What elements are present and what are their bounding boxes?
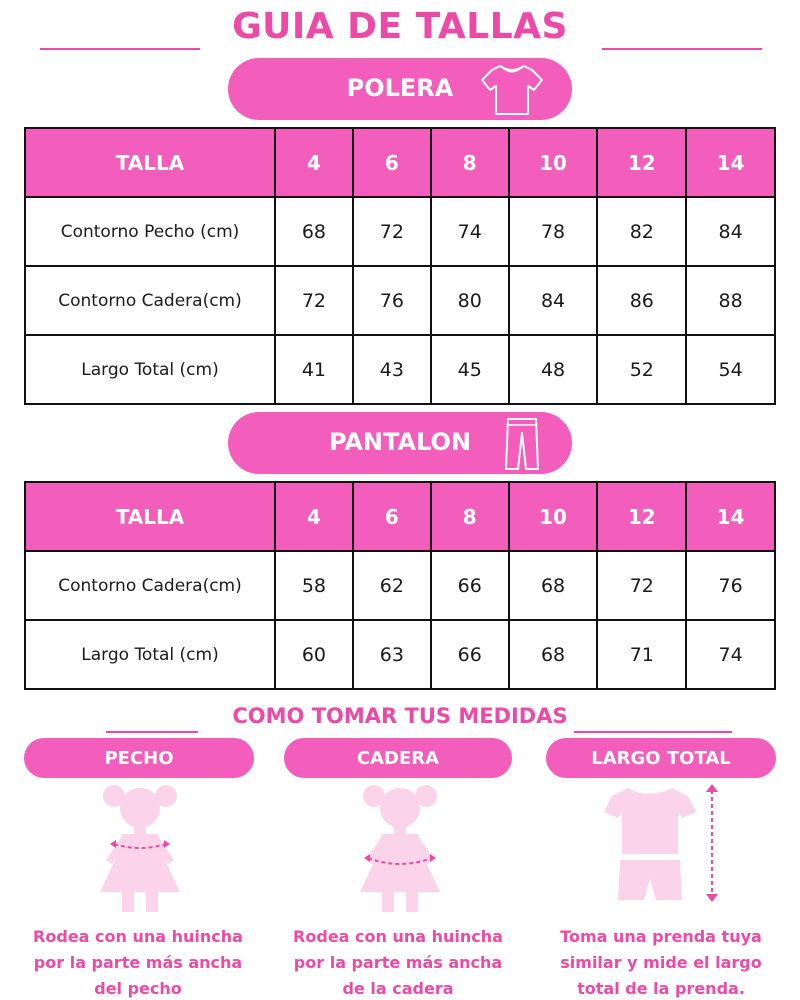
cadera-label: CADERA bbox=[356, 747, 440, 769]
tshirt-icon bbox=[480, 62, 544, 124]
table-cell: 68 bbox=[509, 551, 598, 620]
table-cell: 74 bbox=[686, 620, 775, 689]
table-cell: 72 bbox=[353, 197, 431, 266]
caption-line: por la parte más ancha bbox=[293, 953, 503, 972]
cadera-pill bbox=[284, 738, 512, 778]
caption-line: total de la prenda. bbox=[577, 979, 745, 998]
table-row bbox=[25, 266, 775, 335]
title-rule-right bbox=[602, 48, 762, 50]
pantalon-size-table bbox=[24, 481, 776, 690]
section-rule-left bbox=[106, 731, 198, 733]
table-cell: 43 bbox=[353, 335, 431, 404]
table-cell: 60 bbox=[275, 620, 353, 689]
pantalon-label: PANTALON bbox=[328, 428, 472, 456]
table-cell: 82 bbox=[597, 197, 686, 266]
girl-hip-measure-icon bbox=[352, 782, 448, 918]
page-title: GUIA DE TALLAS bbox=[232, 6, 568, 47]
row-label: Largo Total (cm) bbox=[25, 620, 275, 689]
caption-line: de la cadera bbox=[342, 979, 454, 998]
table-cell: 72 bbox=[275, 266, 353, 335]
table-cell: 62 bbox=[353, 551, 431, 620]
table-cell: 54 bbox=[686, 335, 775, 404]
row-label: Contorno Pecho (cm) bbox=[25, 197, 275, 266]
table-cell: 52 bbox=[597, 335, 686, 404]
table-cell: 74 bbox=[431, 197, 509, 266]
header-cell: 4 bbox=[275, 128, 353, 197]
header-cell: 12 bbox=[597, 128, 686, 197]
pecho-caption bbox=[14, 924, 262, 1000]
header-cell: TALLA bbox=[25, 482, 275, 551]
table-cell: 48 bbox=[509, 335, 598, 404]
row-label: Largo Total (cm) bbox=[25, 335, 275, 404]
table-header-row bbox=[25, 482, 775, 551]
pants-icon bbox=[502, 415, 542, 479]
table-header-row bbox=[25, 128, 775, 197]
header-cell: 14 bbox=[686, 128, 775, 197]
table-cell: 78 bbox=[509, 197, 598, 266]
title-block bbox=[0, 4, 800, 56]
section-rule-right bbox=[574, 731, 732, 733]
table-cell: 66 bbox=[431, 620, 509, 689]
cadera-caption bbox=[274, 924, 522, 1000]
garment-length-icon bbox=[602, 782, 732, 908]
table-row bbox=[25, 551, 775, 620]
table-cell: 41 bbox=[275, 335, 353, 404]
header-cell: 10 bbox=[509, 128, 598, 197]
section-title: COMO TOMAR TUS MEDIDAS bbox=[232, 704, 568, 728]
table-row bbox=[25, 197, 775, 266]
table-cell: 88 bbox=[686, 266, 775, 335]
table-cell: 68 bbox=[509, 620, 598, 689]
caption-line: Rodea con una huincha bbox=[33, 927, 243, 946]
polera-label: POLERA bbox=[346, 74, 454, 102]
header-cell: 12 bbox=[597, 482, 686, 551]
table-row bbox=[25, 620, 775, 689]
header-cell: 6 bbox=[353, 482, 431, 551]
pecho-label: PECHO bbox=[104, 747, 174, 769]
table-cell: 72 bbox=[597, 551, 686, 620]
table-cell: 68 bbox=[275, 197, 353, 266]
header-cell: 8 bbox=[431, 128, 509, 197]
header-cell: 6 bbox=[353, 128, 431, 197]
table-cell: 80 bbox=[431, 266, 509, 335]
caption-line: Rodea con una huincha bbox=[293, 927, 503, 946]
row-label: Contorno Cadera(cm) bbox=[25, 551, 275, 620]
header-cell: 4 bbox=[275, 482, 353, 551]
caption-line: Toma una prenda tuya bbox=[560, 927, 762, 946]
table-cell: 76 bbox=[353, 266, 431, 335]
header-cell: 10 bbox=[509, 482, 598, 551]
caption-line: del pecho bbox=[94, 979, 182, 998]
table-row bbox=[25, 335, 775, 404]
title-rule-left bbox=[40, 48, 200, 50]
measure-section-title bbox=[0, 700, 800, 736]
largo-total-label: LARGO TOTAL bbox=[591, 747, 731, 769]
table-cell: 58 bbox=[275, 551, 353, 620]
table-cell: 66 bbox=[431, 551, 509, 620]
table-cell: 63 bbox=[353, 620, 431, 689]
table-cell: 86 bbox=[597, 266, 686, 335]
largo-total-pill bbox=[546, 738, 776, 778]
caption-line: por la parte más ancha bbox=[33, 953, 243, 972]
table-cell: 45 bbox=[431, 335, 509, 404]
header-cell: 8 bbox=[431, 482, 509, 551]
table-cell: 84 bbox=[509, 266, 598, 335]
largo-total-caption bbox=[536, 924, 786, 1000]
table-cell: 76 bbox=[686, 551, 775, 620]
table-cell: 84 bbox=[686, 197, 775, 266]
polera-size-table bbox=[24, 127, 776, 405]
header-cell: TALLA bbox=[25, 128, 275, 197]
girl-chest-measure-icon bbox=[92, 782, 188, 918]
table-cell: 71 bbox=[597, 620, 686, 689]
pantalon-pill bbox=[228, 412, 572, 474]
polera-pill bbox=[228, 58, 572, 120]
header-cell: 14 bbox=[686, 482, 775, 551]
row-label: Contorno Cadera(cm) bbox=[25, 266, 275, 335]
pecho-pill bbox=[24, 738, 254, 778]
caption-line: similar y mide el largo bbox=[560, 953, 762, 972]
